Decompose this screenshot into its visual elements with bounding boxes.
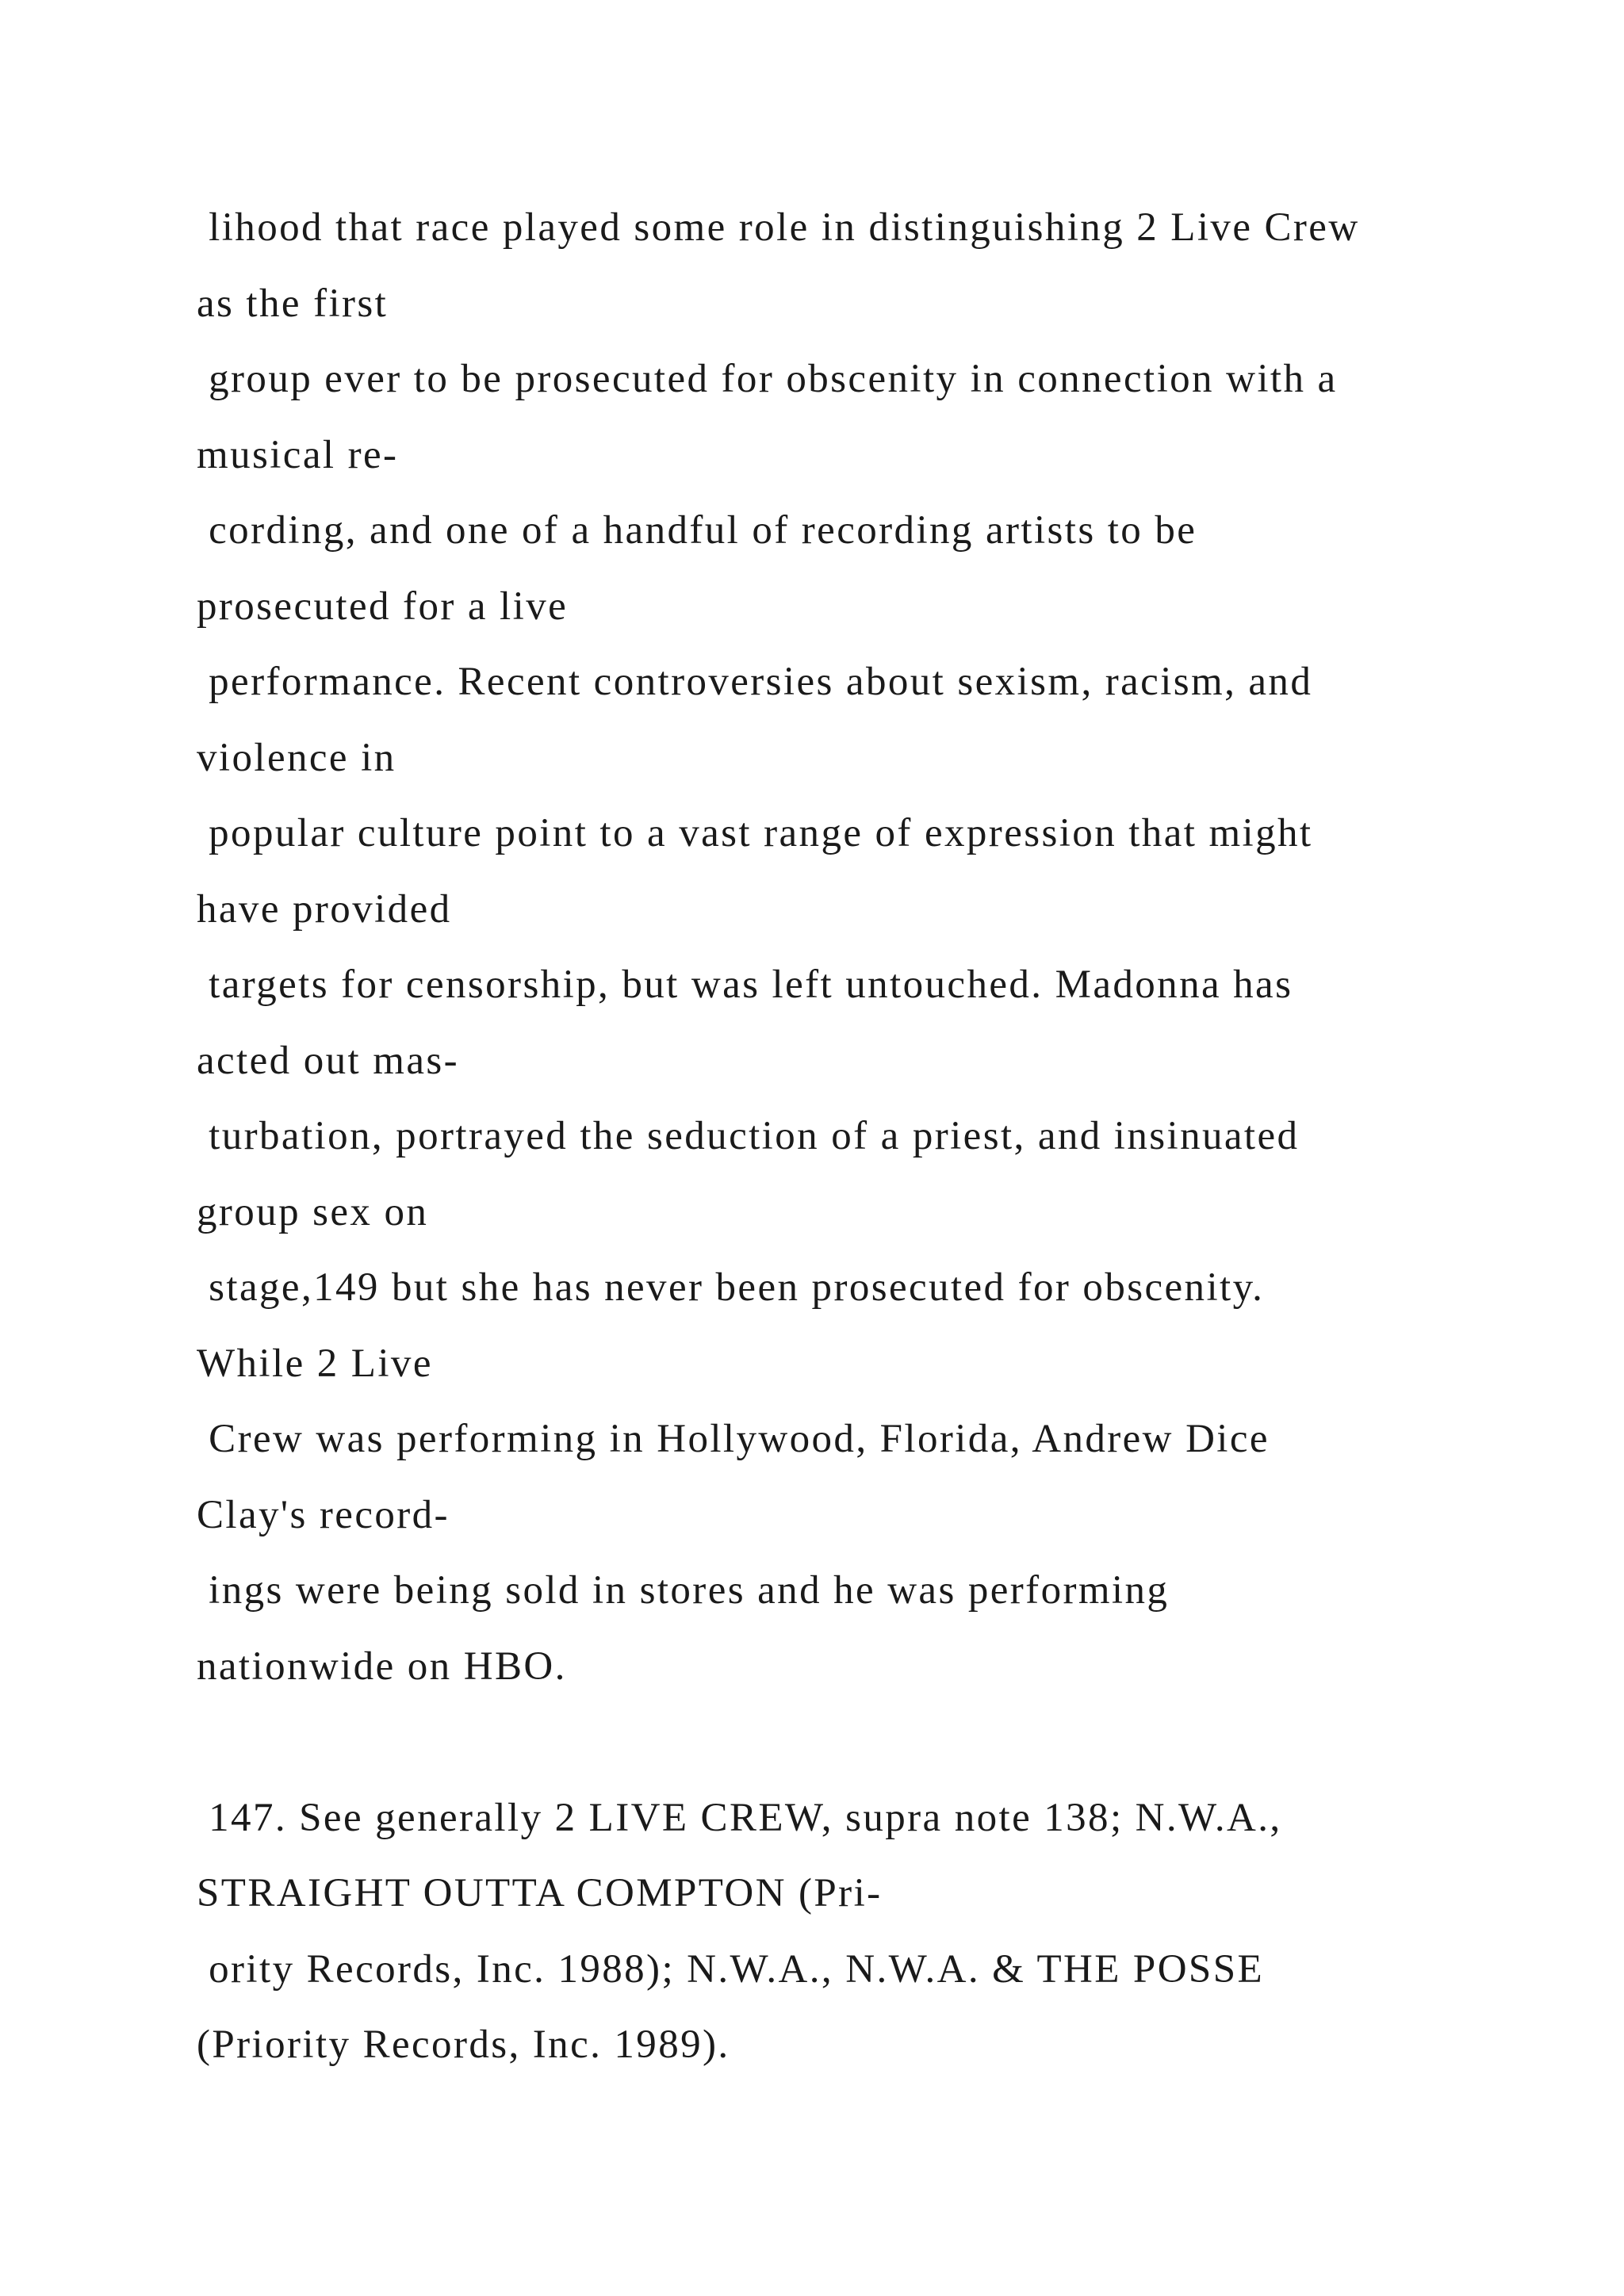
footnote-line: (Priority Records, Inc. 1989). (197, 2022, 730, 2067)
text-line: nationwide on HBO. (197, 1644, 567, 1689)
text-line: targets for censorship, but was left untouched. Madonna has (197, 962, 1293, 1007)
text-line: performance. Recent controversies about sexism, racism, and (197, 660, 1313, 704)
text-line: cording, and one of a handful of recording artists to be (197, 508, 1197, 553)
text-line: Clay's record- (197, 1492, 450, 1537)
text-line: group sex on (197, 1189, 429, 1234)
text-line: have provided (197, 886, 452, 932)
text-line: acted out mas- (197, 1038, 459, 1083)
text-line: lihood that race played some role in distinguishing 2 Live Crew (197, 205, 1360, 250)
text-line: as the first (197, 281, 389, 326)
text-line: ings were being sold in stores and he was performing (197, 1568, 1170, 1613)
text-line: prosecuted for a live (197, 584, 569, 629)
text-line: Crew was performing in Hollywood, Florida, Andrew Dice (197, 1417, 1270, 1461)
text-line: popular culture point to a vast range of expression that might (197, 811, 1313, 855)
footnote-line: ority Records, Inc. 1988); N.W.A., N.W.A. & THE POSSE (197, 1946, 1265, 1992)
text-line: stage,149 but she has never been prosecuted for obscenity. (197, 1265, 1265, 1310)
text-line: turbation, portrayed the seduction of a priest, and insinuated (197, 1114, 1300, 1158)
text-line: musical re- (197, 432, 399, 477)
document-body (197, 190, 1545, 2084)
text-line: group ever to be prosecuted for obscenity in connection with a (197, 357, 1338, 401)
footnote-line: STRAIGHT OUTTA COMPTON (Pri- (197, 1871, 883, 1915)
text-line: violence in (197, 735, 396, 780)
footnote-line: 147. See generally 2 LIVE CREW, supra note 138; N.W.A., (197, 1795, 1282, 1840)
paragraph-gap (197, 1705, 1545, 1781)
text-line: While 2 Live (197, 1341, 433, 1386)
